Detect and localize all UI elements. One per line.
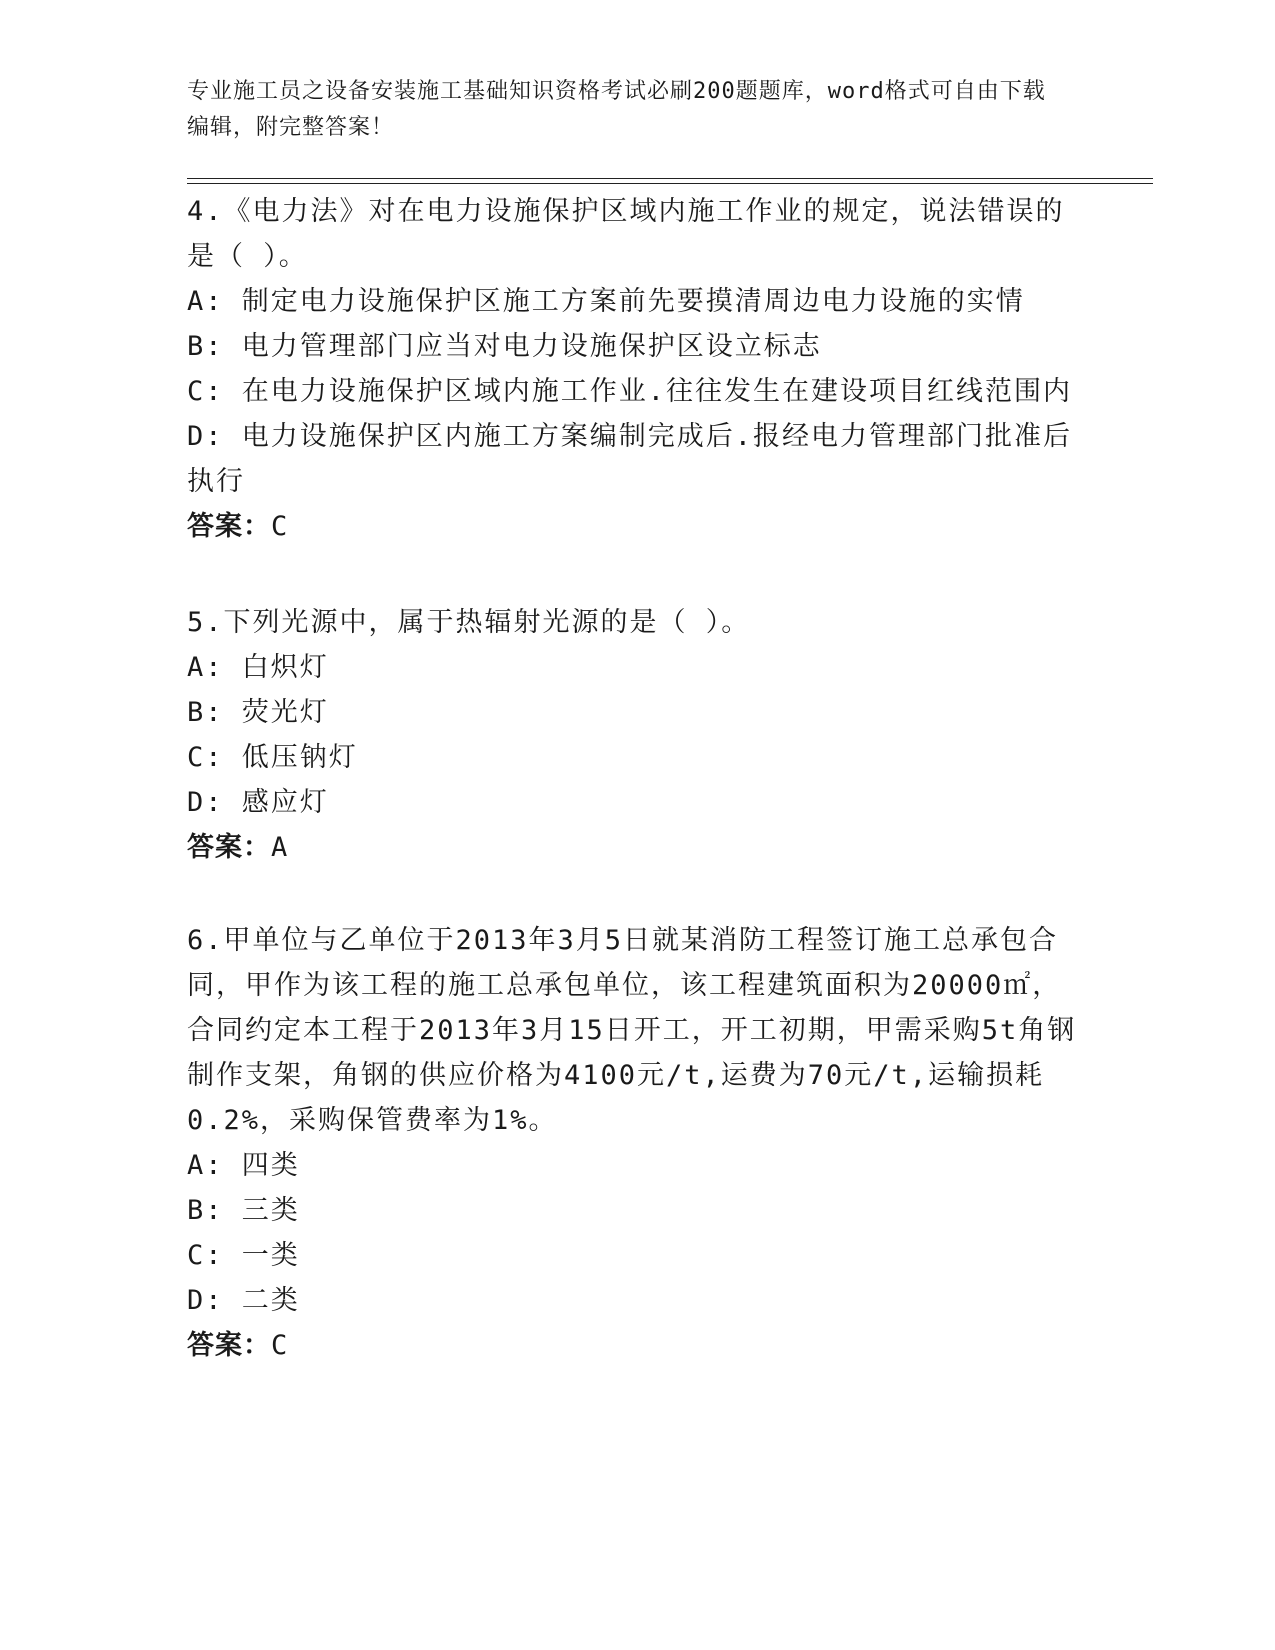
option-c: C: 在电力设施保护区域内施工作业.往往发生在建设项目红线范围内 (187, 376, 1073, 407)
question-6 (187, 918, 1087, 1368)
document-intro: 专业施工员之设备安装施工基础知识资格考试必刷200题题库，word格式可自由下载编辑，附完整答案！ (187, 79, 1046, 140)
option-b: B: 荧光灯 (187, 697, 329, 728)
answer-line (187, 825, 1087, 870)
answer-value: C (271, 511, 289, 542)
option-a: A: 制定电力设施保护区施工方案前先要摸清周边电力设施的实情 (187, 286, 1025, 317)
answer-line (187, 504, 1087, 549)
header-divider-bottom (187, 183, 1153, 184)
question-4 (187, 189, 1087, 549)
option-d: D: 感应灯 (187, 787, 329, 818)
answer-label: 答案： (187, 1330, 271, 1361)
question-stem: 5.下列光源中，属于热辐射光源的是（ ）。 (187, 607, 751, 638)
question-stem: 4.《电力法》对在电力设施保护区域内施工作业的规定，说法错误的是（ ）。 (187, 196, 1065, 272)
option-c: C: 低压钠灯 (187, 742, 358, 773)
answer-label: 答案： (187, 832, 271, 863)
option-c: C: 一类 (187, 1240, 300, 1271)
option-a: A: 白炽灯 (187, 652, 329, 683)
answer-line (187, 1323, 1087, 1368)
answer-value: C (271, 1330, 289, 1361)
header-divider-top (187, 178, 1153, 179)
option-b: B: 电力管理部门应当对电力设施保护区设立标志 (187, 331, 822, 362)
answer-label: 答案： (187, 511, 271, 542)
question-stem: 6.甲单位与乙单位于2013年3月5日就某消防工程签订施工总承包合同，甲作为该工程的施工总承包单位，该工程建筑面积为20000㎡，合同约定本工程于2013年3月15日开工，开工初期，甲需采购5t角钢制作支架，角钢的供应价格为4100元/t,运费为70元/t,运输损耗0.2%，采购保管费率为1%。 (187, 925, 1077, 1136)
option-b: B: 三类 (187, 1195, 300, 1226)
option-d: D: 二类 (187, 1285, 300, 1316)
option-a: A: 四类 (187, 1150, 300, 1181)
answer-value: A (271, 832, 289, 863)
question-5 (187, 600, 1087, 870)
option-d: D: 电力设施保护区内施工方案编制完成后.报经电力管理部门批准后执行 (187, 421, 1073, 497)
